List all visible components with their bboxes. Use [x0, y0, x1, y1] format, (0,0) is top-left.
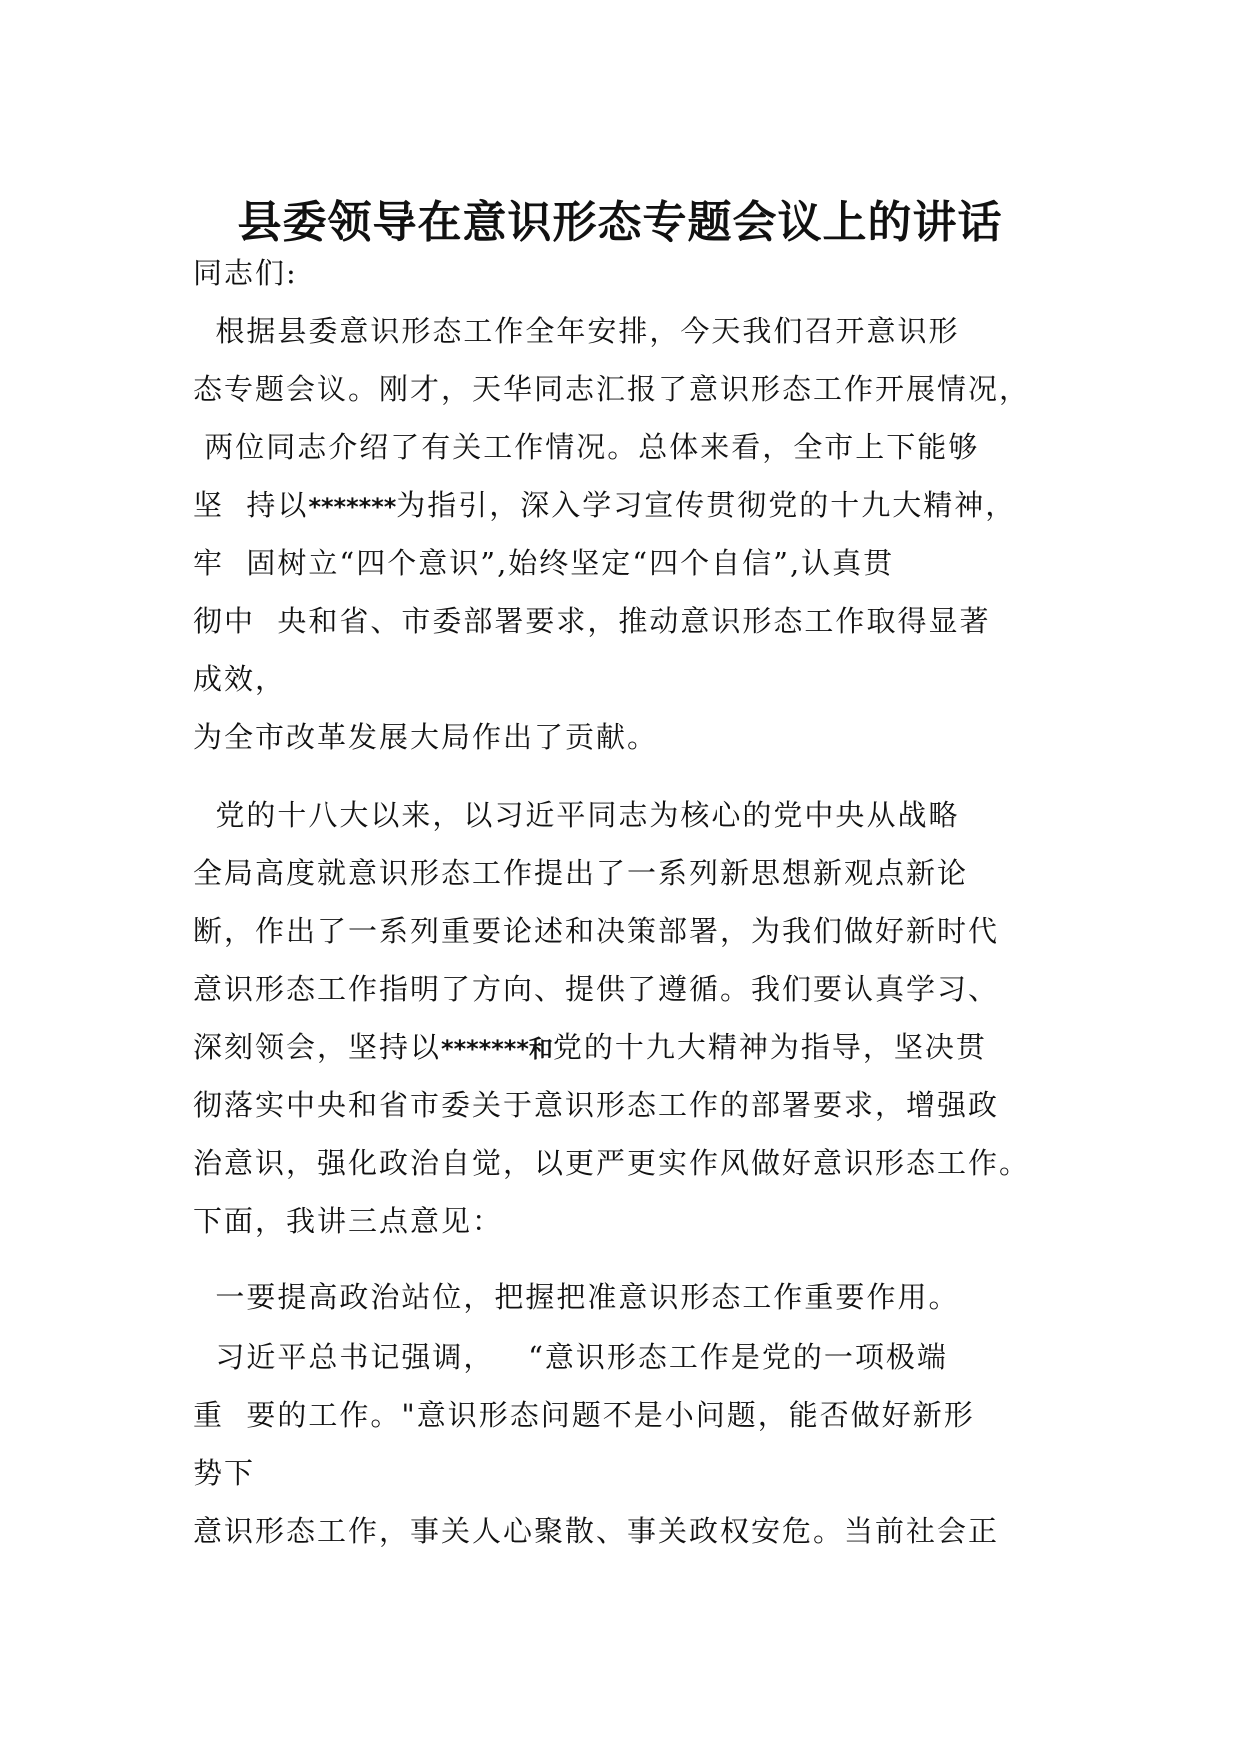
- redacted-text: *******和: [441, 1035, 553, 1063]
- section-heading-1: 一要提高政治站位，把握把准意识形态工作重要作用。: [193, 1280, 960, 1314]
- paragraph-2-line-1: 党的十八大以来，以习近平同志为核心的党中央从战略: [193, 798, 960, 832]
- greeting: 同志们:: [193, 256, 298, 290]
- paragraph-2-line-7: 治意识，强化政治自觉，以更严更实作风做好意识形态工作。: [193, 1146, 1031, 1180]
- paragraph-2-line-3: 断，作出了一系列重要论述和决策部署，为我们做好新时代: [193, 914, 1000, 948]
- paragraph-1-line-2: 态专题会议。刚才，天华同志汇报了意识形态工作开展情况，: [193, 372, 1031, 406]
- paragraph-1-line-5: 牢 固树立“四个意识”,始终坚定“四个自信”,认真贯: [193, 546, 895, 580]
- redacted-text: *******: [308, 493, 397, 521]
- paragraph-4-line-4: 意识形态工作，事关人心聚散、事关政权安危。当前社会正: [193, 1514, 1000, 1548]
- paragraph-2-line-8: 下面，我讲三点意见：: [193, 1204, 504, 1238]
- paragraph-4-line-1: 习近平总书记强调， “意识形态工作是党的一项极端: [193, 1340, 948, 1374]
- paragraph-1-line-4-end: 为指引，深入学习宣传贯彻党的十九大精神，: [396, 488, 1017, 522]
- paragraph-2-line-5-end: 党的十九大精神为指导，坚决贯: [552, 1030, 987, 1064]
- paragraph-1-line-1: 根据县委意识形态工作全年安排，今天我们召开意识形: [193, 314, 960, 348]
- document-title: 县委领导在意识形态专题会议上的讲话: [237, 197, 1003, 248]
- paragraph-1-line-8: 为全市改革发展大局作出了贡献。: [193, 720, 659, 754]
- paragraph-1-line-4: [193, 485, 1016, 527]
- paragraph-1-line-7: 成效，: [193, 662, 287, 696]
- paragraph-2-line-4: 意识形态工作指明了方向、提供了遵循。我们要认真学习、: [193, 972, 1000, 1006]
- paragraph-2-line-5-start: 深刻领会，坚持以: [193, 1030, 442, 1064]
- paragraph-2-line-6: 彻落实中央和省市委关于意识形态工作的部署要求，增强政: [193, 1088, 1000, 1122]
- paragraph-4-line-2: 重 要的工作。"意识形态问题不是小问题，能否做好新形: [193, 1398, 975, 1432]
- paragraph-1-line-4-start: 坚 持以: [193, 488, 309, 522]
- paragraph-2-line-2: 全局高度就意识形态工作提出了一系列新思想新观点新论: [193, 856, 969, 890]
- paragraph-4-line-3: 势下: [193, 1456, 256, 1490]
- paragraph-1-line-3: 两位同志介绍了有关工作情况。总体来看，全市上下能够: [193, 430, 980, 464]
- paragraph-1-line-6: 彻中 央和省、市委部署要求，推动意识形态工作取得显著: [193, 604, 991, 638]
- paragraph-2-line-5: [193, 1027, 987, 1069]
